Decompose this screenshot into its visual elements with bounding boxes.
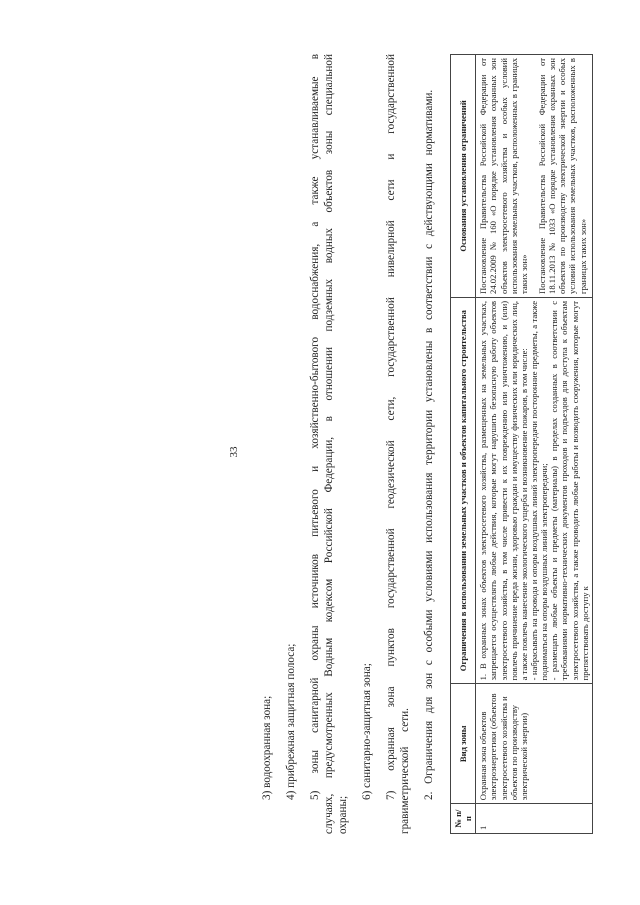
basis-text: Постановление Правительства Российской Федерации от 24.02.2009 № 160 «О порядке установления охранных зон объектов электросетевого хозяйства и особых условий использования земельных участков, расположенных в границах таких зон» <box>478 58 529 294</box>
table-row <box>476 55 593 834</box>
paragraph-list <box>260 54 446 834</box>
paragraph-item-6: 6) санитарно-защитная зона; <box>361 663 373 800</box>
col-header-zone-type: Вид зоны <box>451 684 476 804</box>
cell-number: 1 <box>476 804 593 834</box>
restriction-text: - размещать любые объекты и предметы (материалы) в пределах созданных в соответствии с требованиями нормативно-технических документов проходов и подъездов для доступа к объектам электросетевого хозяйства, а также проводить любые работы и возводить сооружения, которые могут препятствовать доступу к <box>549 300 590 681</box>
paragraph-restrictions-intro: 2. Ограничения для зон с особыми условиями использования территории установлены в соответствии с действующими нормативами. <box>423 89 435 800</box>
col-header-basis: Основания установления ограничений <box>451 55 476 298</box>
basis-text: Постановление Правительства Российской Федерации от 18.11.2013 № 1033 «О порядке установления охранных зон объектов по производству электрической энергии и особых условий использования земельных участков, расположенных в границах таких зон» <box>536 58 588 294</box>
col-header-restrictions: Ограничения в использовании земельных участков и объектов капитального строительства <box>451 297 476 683</box>
page-number: 33 <box>228 446 240 458</box>
cell-restrictions <box>476 297 593 683</box>
cell-basis <box>476 55 593 298</box>
col-header-number: № п/п <box>451 804 476 834</box>
cell-zone-type: Охранная зона объектов электроэнергетики (объектов электросетевого хозяйства и объектов по производству электрической энергии) <box>476 684 593 804</box>
table-header-row <box>451 55 476 834</box>
restriction-text: 1. В охранных зонах объектов электросетевого хозяйства, размещенных на земельных участках, запрещается осуществлять любые действия, которые могут нарушить безопасную работу объектов электросетевого хозяйства, в том числе привести к их повреждению или уничтожению, и (или) повлечь причинение вреда жизни, здоровью граждан и имуществу физических или юридических лиц, а также повлечь нанесение экологического ущерба и возникновение пожаров, в том числе: <box>478 300 529 681</box>
paragraph-item-3: 3) водоохранная зона; <box>261 695 273 800</box>
rotated-content <box>200 32 640 872</box>
paragraph-item-4: 4) прибрежная защитная полоса; <box>285 643 297 800</box>
zones-table <box>450 54 593 834</box>
restriction-text: - набрасывать на провода и опоры воздушных линий электропередачи посторонние предметы, а также подниматься на опоры воздушных линий электропередачи; <box>528 300 550 681</box>
paragraph-item-7: 7) охранная зона пунктов государственной геодезической сети, государственной нивелирной сети и государственной гравиметрической сети. <box>385 54 411 834</box>
basis-gap <box>529 58 537 294</box>
paragraph-item-5: 5) зоны санитарной охраны источников питьевого и хозяйственно-бытового водоснабжения, а также устанавливаемые в случаях, предусмотренных Водным кодексом Российской Федерации, в отношении подземных водных объектов зоны специальной охраны; <box>309 54 349 834</box>
